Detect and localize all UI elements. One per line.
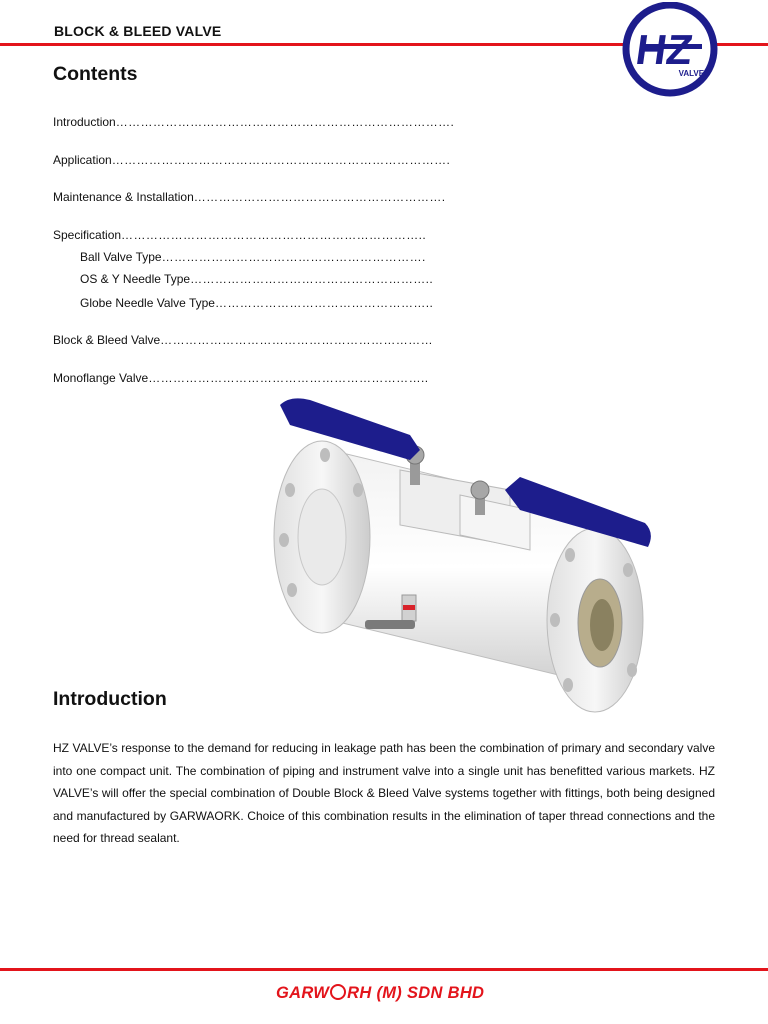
toc-item <box>53 333 433 347</box>
footer-brand-left: GARW <box>276 984 330 1002</box>
introduction-body: HZ VALVE’s response to the demand for reducing in leakage path has been the combination of primary and secondary valve into one compact unit. The combination of piping and instrument valve into a single unit has benefitted various markets. HZ VALVE’s will offer the special combination of Double Block & Bleed Valve systems together with fittings, both being designed and manufactured by GARWAORK. Choice of this combination results in the elimination of taper thread connections and the need for thread sealant. <box>53 741 715 845</box>
footer-brand-right: RH (M) SDN BHD <box>347 984 485 1002</box>
toc-item-leader: ………………………………………………………………………. <box>111 153 451 167</box>
toc-item-label: Monoflange Valve <box>53 371 149 385</box>
toc-item-label: Maintenance & Installation <box>53 190 194 204</box>
toc-item-leader: ………………………………………………………….. <box>148 371 429 385</box>
toc-item <box>53 371 428 385</box>
svg-text:HZ: HZ <box>633 26 696 73</box>
footer-brand <box>276 984 484 1003</box>
toc-item <box>53 153 450 167</box>
toc-item-leader: ………………………………………………………… <box>160 333 433 347</box>
toc-item-leader: ……………………………………………………………….. <box>121 228 427 242</box>
toc-item <box>53 228 426 242</box>
block-bleed-valve-photo <box>270 395 658 715</box>
toc-item-label: Introduction <box>53 115 116 129</box>
toc-item-label: Application <box>53 153 112 167</box>
contents-heading: Contents <box>53 63 138 85</box>
toc-item-label: Ball Valve Type <box>80 250 162 264</box>
toc-item-leader: …………………………………………….. <box>214 296 434 310</box>
toc-item-leader: ………………………………………………………………………. <box>115 115 455 129</box>
introduction-heading: Introduction <box>53 688 167 710</box>
toc-item-leader: ………………………………………………….. <box>190 272 434 286</box>
toc-item-label: Globe Needle Valve Type <box>80 296 215 310</box>
footer-rule <box>0 968 768 971</box>
toc-item <box>53 272 433 286</box>
toc-item <box>53 296 433 310</box>
header-title: BLOCK & BLEED VALVE <box>54 23 222 39</box>
toc-item-label: Block & Bleed Valve <box>53 333 161 347</box>
toc-item-label: OS & Y Needle Type <box>80 272 191 286</box>
globe-icon <box>330 984 346 1000</box>
hz-valves-logo <box>620 2 720 102</box>
toc-item <box>53 115 454 129</box>
svg-text:VALVES: VALVES <box>678 69 710 78</box>
toc-item <box>53 250 426 264</box>
toc-item-label: Specification <box>53 228 122 242</box>
toc-item <box>53 190 446 204</box>
toc-item-leader: ……………………………………………………. <box>193 190 446 204</box>
toc-item-leader: ………………………………………………………. <box>161 250 426 264</box>
